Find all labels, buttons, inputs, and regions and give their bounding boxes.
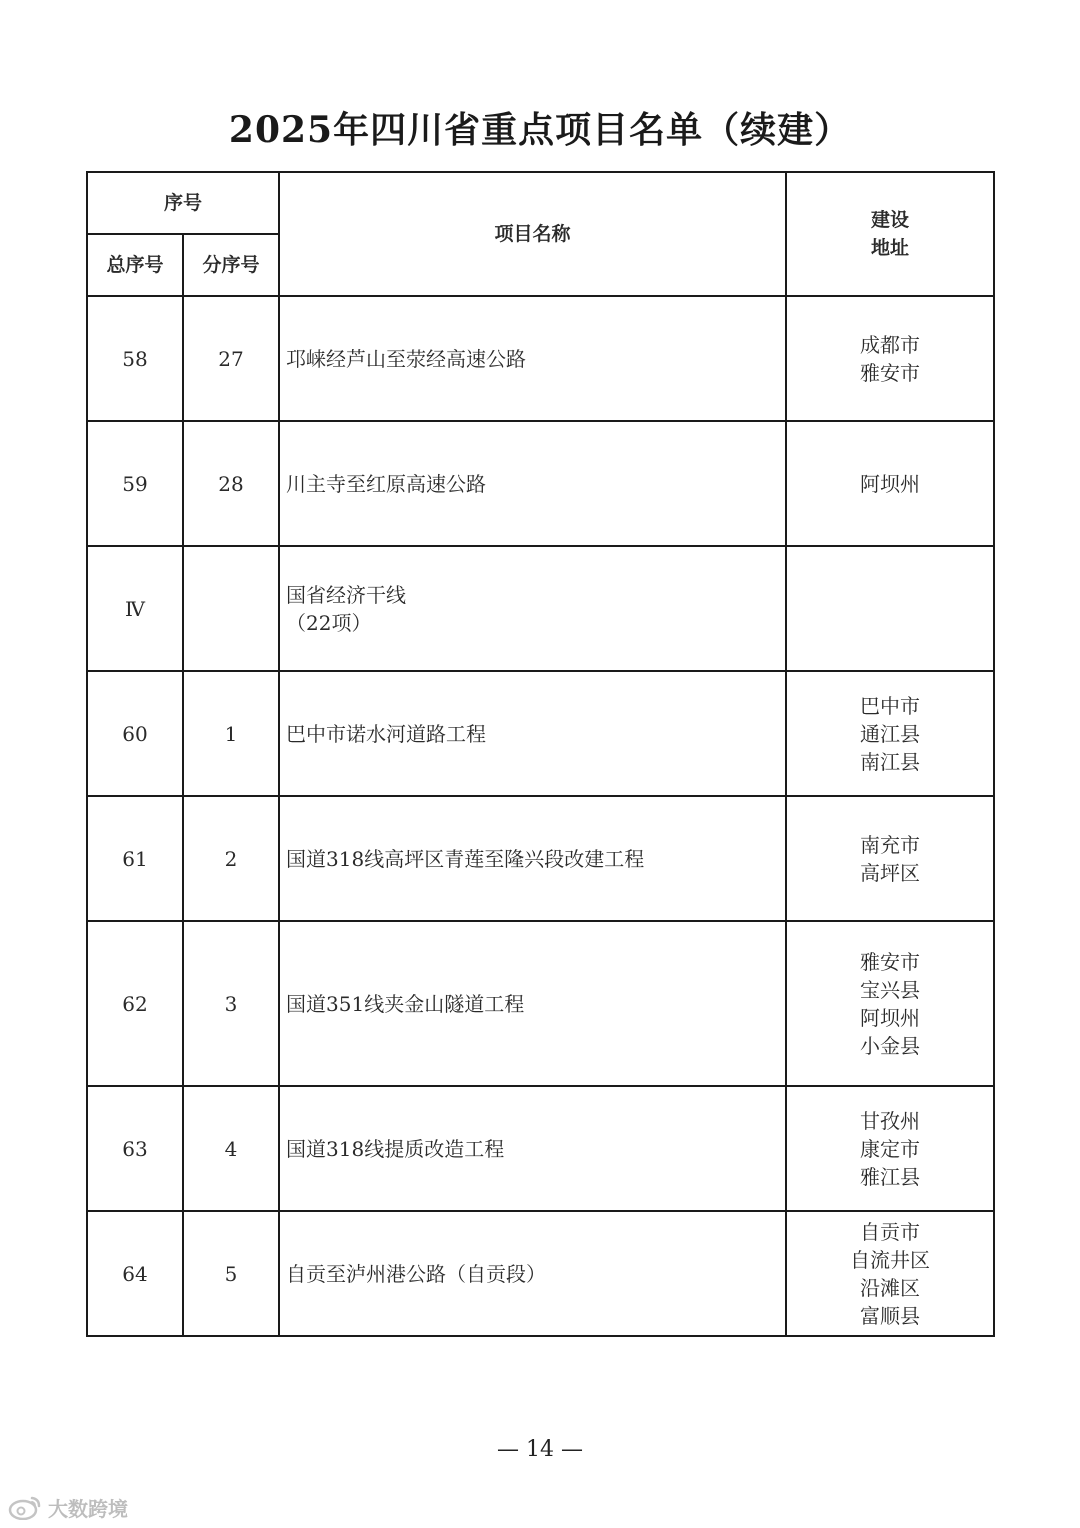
project-name-line: 国道318线提质改造工程 (286, 1136, 505, 1161)
project-name-line: 邛崃经芦山至荥经高速公路 (286, 346, 527, 371)
location-line: 雅安市 (860, 949, 921, 974)
weibo-logo-icon (8, 1494, 42, 1520)
watermark-text: 大数跨境 (48, 1496, 128, 1521)
location-line: 高坪区 (860, 860, 921, 885)
location-cell (786, 796, 994, 921)
project-name-cell (279, 1211, 786, 1336)
location-cell (786, 296, 994, 421)
total-seq-cell: 63 (87, 1086, 183, 1211)
project-name-cell (279, 1086, 786, 1211)
location-line: 康定市 (860, 1136, 921, 1161)
table-row (87, 796, 994, 921)
header-location-line: 地址 (871, 237, 910, 259)
project-name-line: （22项） (286, 610, 372, 635)
sub-seq-cell (183, 546, 279, 671)
project-name-line: 国省经济干线 (286, 582, 407, 607)
location-line: 阿坝州 (860, 1005, 921, 1030)
location-cell (786, 546, 994, 671)
sub-seq-cell: 4 (183, 1086, 279, 1211)
location-line: 阿坝州 (860, 471, 921, 496)
total-seq-cell: Ⅳ (87, 546, 183, 671)
location-line: 南江县 (860, 749, 921, 774)
location-line: 自流井区 (850, 1247, 931, 1272)
location-line: 巴中市 (860, 693, 921, 718)
location-line: 小金县 (860, 1033, 921, 1058)
sub-seq-cell: 28 (183, 421, 279, 546)
project-name-line: 自贡至泸州港公路（自贡段） (286, 1261, 547, 1286)
location-line: 雅安市 (860, 360, 921, 385)
header-location (786, 172, 994, 296)
location-line: 雅江县 (860, 1164, 921, 1189)
location-line: 自贡市 (860, 1219, 921, 1244)
header-row (87, 172, 994, 234)
location-cell (786, 1086, 994, 1211)
total-seq-cell: 58 (87, 296, 183, 421)
project-name-cell (279, 296, 786, 421)
header-total-seq: 总序号 (87, 234, 183, 296)
total-seq-cell: 61 (87, 796, 183, 921)
project-name-line: 川主寺至红原高速公路 (286, 471, 487, 496)
sub-seq-cell: 5 (183, 1211, 279, 1336)
location-cell (786, 671, 994, 796)
table-row (87, 421, 994, 546)
project-name-cell (279, 921, 786, 1086)
location-line: 甘孜州 (860, 1108, 921, 1133)
page-number: — 14 — (497, 1437, 583, 1462)
project-table (86, 171, 995, 1337)
location-line: 富顺县 (860, 1303, 921, 1328)
table-row (87, 296, 994, 421)
watermark (8, 1492, 128, 1522)
total-seq-cell: 59 (87, 421, 183, 546)
sub-seq-cell: 27 (183, 296, 279, 421)
location-line: 通江县 (860, 721, 921, 746)
location-line: 宝兴县 (860, 977, 921, 1002)
header-project-name: 项目名称 (279, 172, 786, 296)
location-cell (786, 421, 994, 546)
document-title: 2025年四川省重点项目名单（续建） (228, 109, 852, 151)
table-row (87, 671, 994, 796)
location-cell (786, 921, 994, 1086)
project-name-line: 国道318线高坪区青莲至隆兴段改建工程 (286, 846, 645, 871)
location-line: 沿滩区 (860, 1275, 921, 1300)
project-name-cell (279, 421, 786, 546)
sub-seq-cell: 2 (183, 796, 279, 921)
header-sub-seq: 分序号 (183, 234, 279, 296)
header-seq-group: 序号 (87, 172, 279, 234)
location-line: 南充市 (860, 832, 921, 857)
project-name-cell (279, 671, 786, 796)
project-name-cell (279, 796, 786, 921)
project-name-cell (279, 546, 786, 671)
project-name-line: 巴中市诺水河道路工程 (286, 721, 487, 746)
table-row (87, 1211, 994, 1336)
sub-seq-cell: 1 (183, 671, 279, 796)
table-row (87, 921, 994, 1086)
category-row (87, 546, 994, 671)
location-cell (786, 1211, 994, 1336)
location-line: 成都市 (860, 332, 921, 357)
header-location-line: 建设 (871, 209, 910, 231)
total-seq-cell: 62 (87, 921, 183, 1086)
project-name-line: 国道351线夹金山隧道工程 (286, 991, 525, 1016)
total-seq-cell: 60 (87, 671, 183, 796)
table-row (87, 1086, 994, 1211)
sub-seq-cell: 3 (183, 921, 279, 1086)
total-seq-cell: 64 (87, 1211, 183, 1336)
